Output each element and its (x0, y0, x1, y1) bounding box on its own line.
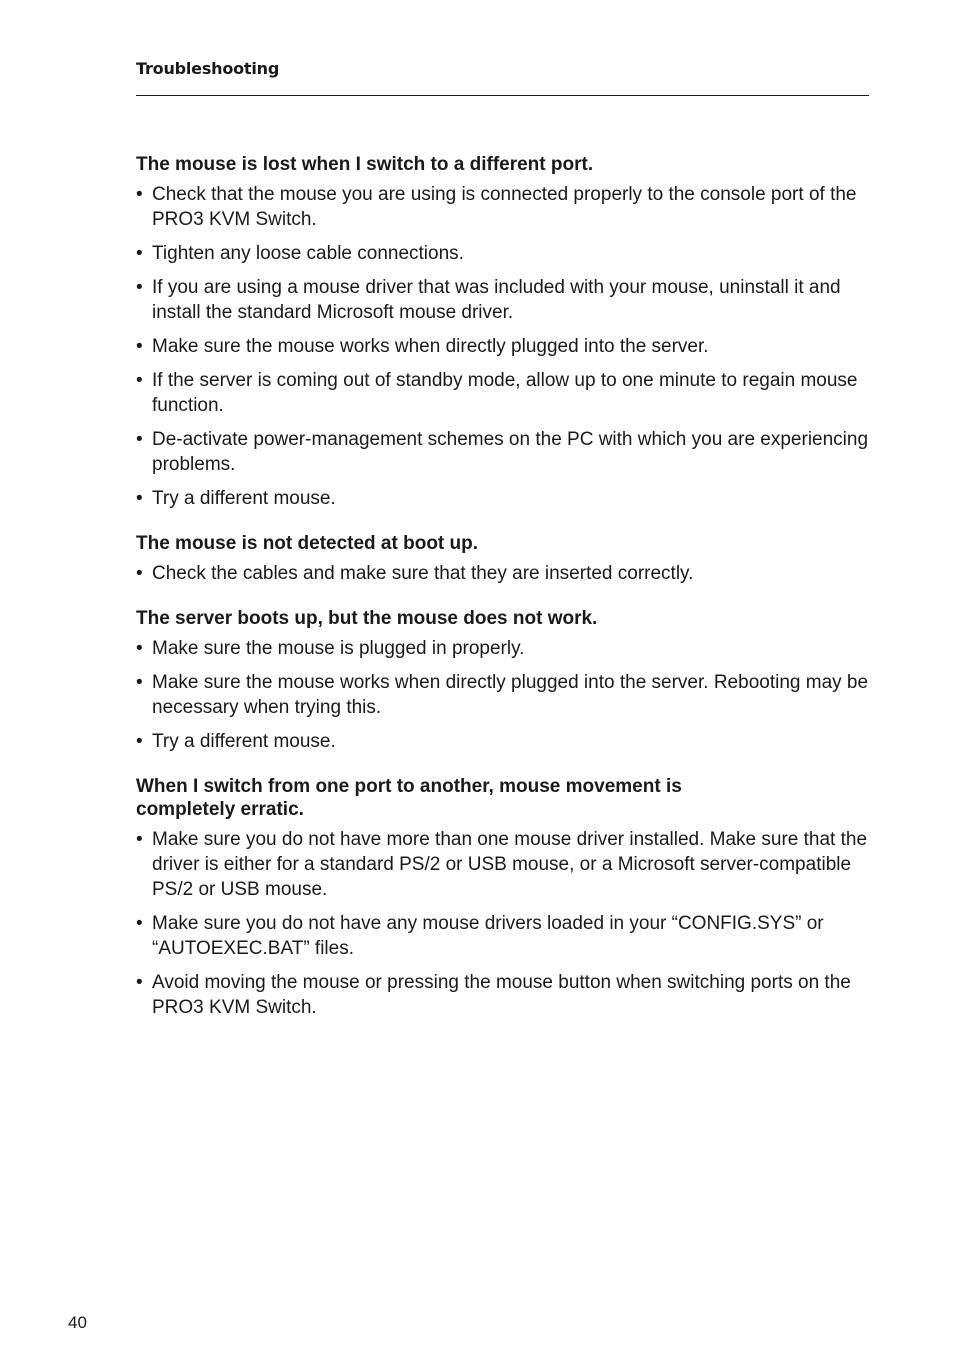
bullet-icon: • (136, 277, 143, 298)
troubleshooting-content (136, 153, 876, 1029)
list-item-text: De-activate power-management schemes on the PC with which you are experiencing problems. (152, 429, 869, 475)
list-item (136, 827, 876, 902)
header-divider (136, 95, 869, 96)
list-item-text: Try a different mouse. (152, 731, 336, 752)
list-item-text: Make sure the mouse is plugged in properly. (152, 638, 525, 659)
section-erratic-movement (136, 775, 876, 1020)
list-item-text: If the server is coming out of standby mode, allow up to one minute to regain mouse function. (152, 370, 858, 416)
bullet-icon: • (136, 336, 143, 357)
list-item-text: Make sure the mouse works when directly plugged into the server. Rebooting may be necessary when trying this. (152, 672, 869, 718)
list-item (136, 334, 876, 359)
list-item-text: Check the cables and make sure that they are inserted correctly. (152, 563, 694, 584)
list-item (136, 911, 876, 961)
list-item (136, 561, 876, 586)
section-heading: When I switch from one port to another, mouse movement is completely erratic. (136, 776, 682, 820)
bullet-icon: • (136, 731, 143, 752)
bullet-icon: • (136, 370, 143, 391)
list-item (136, 970, 876, 1020)
section-heading: The mouse is lost when I switch to a different port. (136, 154, 594, 175)
list-item (136, 636, 876, 661)
bullet-list (136, 827, 876, 1020)
list-item-text: If you are using a mouse driver that was included with your mouse, uninstall it and install the standard Microsoft mouse driver. (152, 277, 841, 323)
bullet-list (136, 182, 876, 511)
list-item-text: Try a different mouse. (152, 488, 336, 509)
section-mouse-not-working (136, 607, 876, 754)
list-item-text: Make sure the mouse works when directly plugged into the server. (152, 336, 709, 357)
list-item (136, 427, 876, 477)
list-item (136, 368, 876, 418)
list-item-text: Make sure you do not have any mouse drivers loaded in your “CONFIG.SYS” or “AUTOEXEC.BAT” files. (152, 913, 824, 959)
section-spacer (136, 595, 876, 607)
page-number: 40 (68, 1313, 87, 1332)
bullet-icon: • (136, 913, 143, 934)
bullet-icon: • (136, 638, 143, 659)
bullet-icon: • (136, 563, 143, 584)
section-mouse-not-detected (136, 532, 876, 586)
list-item-text: Make sure you do not have more than one mouse driver installed. Make sure that the driver is either for a standard PS/2 or USB mouse, or a Microsoft server-compatible PS/2 or USB mouse. (152, 829, 868, 900)
bullet-icon: • (136, 184, 143, 205)
bullet-list (136, 636, 876, 754)
list-item (136, 182, 876, 232)
list-item (136, 241, 876, 266)
bullet-icon: • (136, 429, 143, 450)
bullet-icon: • (136, 829, 143, 850)
bullet-icon: • (136, 243, 143, 264)
list-item-text: Check that the mouse you are using is connected properly to the console port of the PRO3 KVM Switch. (152, 184, 857, 230)
section-heading: The mouse is not detected at boot up. (136, 533, 479, 554)
section-spacer (136, 520, 876, 532)
section-spacer (136, 763, 876, 775)
list-item-text: Tighten any loose cable connections. (152, 243, 464, 264)
bullet-icon: • (136, 672, 143, 693)
list-item (136, 729, 876, 754)
bullet-icon: • (136, 488, 143, 509)
list-item (136, 275, 876, 325)
list-item (136, 670, 876, 720)
list-item-text: Avoid moving the mouse or pressing the mouse button when switching ports on the PRO3 KVM Switch. (152, 972, 851, 1018)
bullet-list (136, 561, 876, 586)
bullet-icon: • (136, 972, 143, 993)
list-item (136, 486, 876, 511)
running-header: Troubleshooting (136, 59, 280, 78)
section-heading: The server boots up, but the mouse does not work. (136, 608, 598, 629)
section-mouse-lost (136, 153, 876, 511)
